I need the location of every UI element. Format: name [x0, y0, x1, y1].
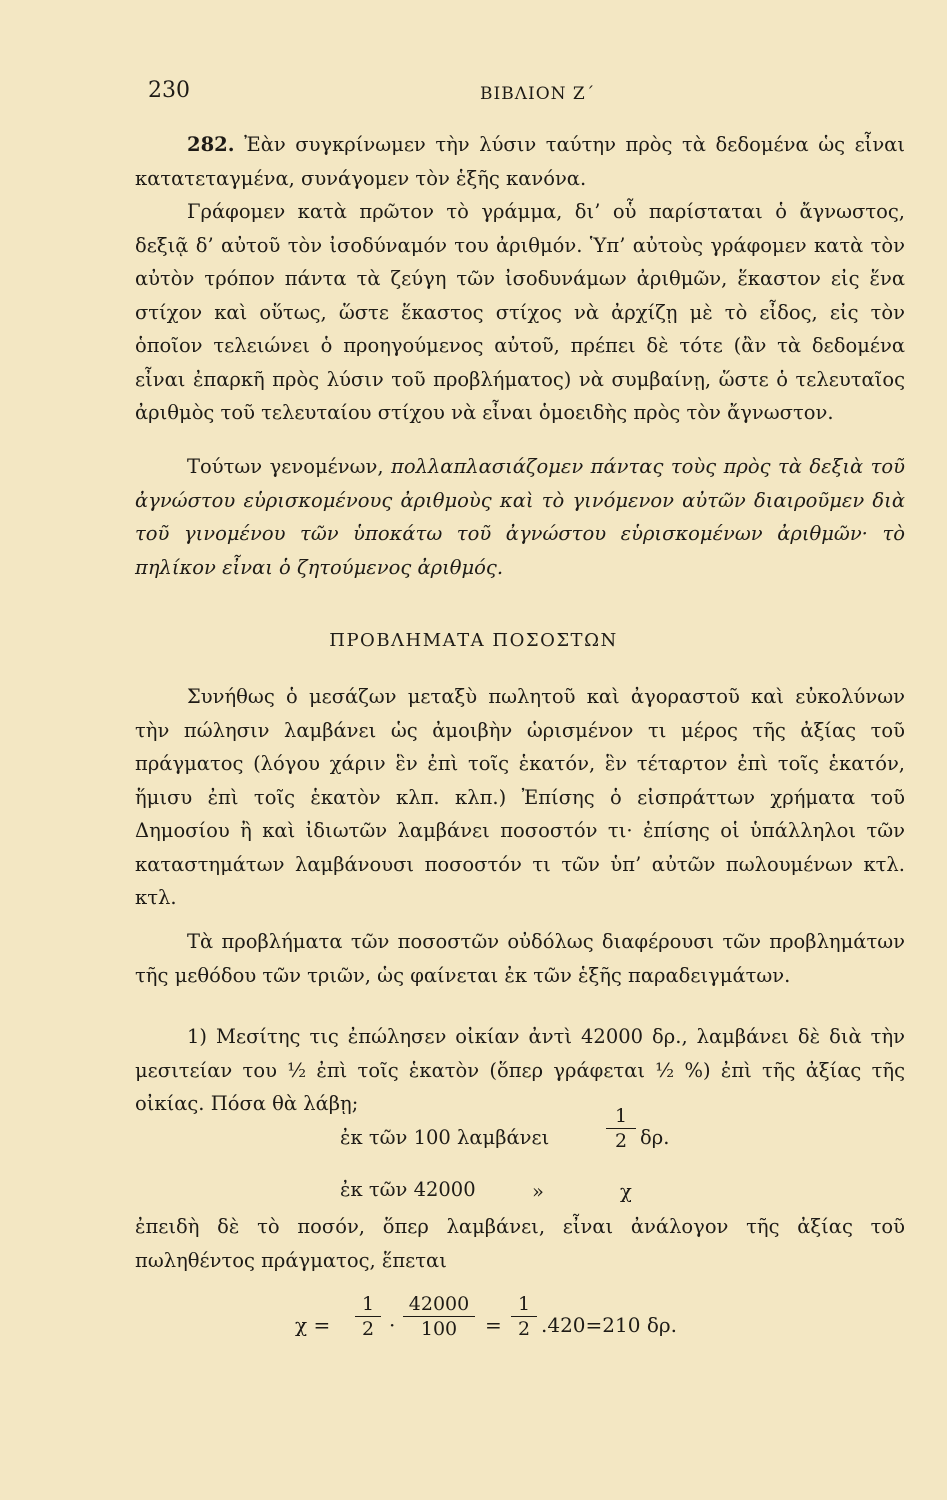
formula-lhs: χ =	[295, 1313, 331, 1337]
section-heading: ΠΡΟΒΛΗΜΑΤΑ ΠΟΣΟΣΤΩΝ	[329, 630, 618, 651]
formula-dot: ·	[389, 1313, 396, 1337]
fraction-numerator: 1	[606, 1104, 636, 1129]
paragraph-282	[135, 128, 905, 195]
formula-fraction-1	[355, 1292, 381, 1341]
paragraph-italic-text: πολλαπλασιάζομεν πάντας τοὺς πρὸς τὰ δεξιὰ τοῦ ἀγνώστου εὑρισκομένους ἀριθμοὺς καὶ τὸ γινόμενον αὐτῶν διαιροῦμεν διὰ τοῦ γινομένου τῶν ὑποκάτω τοῦ ἀγνώστου εὑρισκομένων ἀριθμῶν· τὸ πηλίκον εἶναι ὁ ζητούμενος ἀριθμός.	[135, 455, 906, 579]
calc-line-1-unit: δρ.	[640, 1126, 670, 1149]
page-number: 230	[148, 78, 190, 103]
calc-line-2-ditto: »	[532, 1180, 544, 1203]
calc-line-2-text: ἐκ τῶν 42000	[340, 1178, 476, 1201]
paragraph-rule: Γράφομεν κατὰ πρῶτον τὸ γράμμα, δι’ οὗ παρίσταται ὁ ἄγνωστος, δεξιᾷ δ’ αὐτοῦ τὸν ἰσοδύναμόν του ἀριθμόν. Ὑπ’ αὐτοὺς γράφομεν κατὰ τὸν αὐτὸν τρόπον πάντα τὰ ζεύγη τῶν ἰσοδυνάμων ἀριθμῶν, ἕκαστον εἰς ἕνα στίχον καὶ οὕτως, ὥστε ἕκαστος στίχος νὰ ἀρχίζῃ μὲ τὸ εἶδος, εἰς τὸν ὁποῖον τελειώνει ὁ προηγούμενος αὐτοῦ, πρέπει δὲ τότε (ἂν τὰ δεδομένα εἶναι ἐπαρκῆ πρὸς λύσιν τοῦ προβλήματος) νὰ συμβαίνῃ, ὥστε ὁ τελευταῖος ἀριθμὸς τοῦ τελευταίου στίχου νὰ εἶναι ὁμοειδὴς πρὸς τὸν ἄγνωστον.	[135, 200, 905, 424]
calc-line-2-var: χ	[620, 1180, 632, 1203]
section-number: 282.	[187, 133, 235, 156]
calc-fraction-half	[606, 1104, 636, 1153]
formula-fraction-3	[511, 1292, 537, 1341]
paragraph-text: Ἐὰν συγκρίνωμεν τὴν λύσιν ταύτην πρὸς τὰ δεδομένα ὡς εἶναι κατατεταγμένα, συνάγομεν τὸν ἑξῆς κανόνα.	[135, 133, 905, 190]
fraction-numerator: 1	[355, 1292, 381, 1317]
page-header	[148, 78, 887, 110]
calc-line-1-text: ἐκ τῶν 100 λαμβάνει	[340, 1126, 550, 1149]
fraction-numerator: 1	[511, 1292, 537, 1317]
fraction-denominator: 2	[361, 1318, 375, 1340]
formula-equals: =	[485, 1313, 502, 1337]
formula-fraction-2	[403, 1292, 475, 1341]
fraction-denominator: 100	[420, 1318, 458, 1340]
paragraph-rule-italic	[135, 450, 905, 584]
paragraph-proportional: ἐπειδὴ δὲ τὸ ποσόν, ὅπερ λαμβάνει, εἶναι ἀνάλογον τῆς ἀξίας τοῦ πωληθέντος πράγματος, ἕπεται	[135, 1215, 905, 1272]
paragraph-intro: Τούτων γενομένων,	[187, 455, 384, 478]
fraction-denominator: 2	[614, 1130, 628, 1152]
running-head: ΒΙΒΛΙΟΝ Ζ΄	[480, 84, 596, 104]
formula-result: .420=210 δρ.	[541, 1313, 677, 1337]
paragraph-example-1: 1) Μεσίτης τις ἐπώλησεν οἰκίαν ἀντὶ 42000 δρ., λαμβάνει δὲ διὰ τὴν μεσιτείαν του ½ ἐπὶ τοῖς ἑκατὸν (ὅπερ γράφεται ½ %) ἐπὶ τῆς ἀξίας τῆς οἰκίας. Πόσα θὰ λάβῃ;	[135, 1025, 905, 1115]
paragraph-intro-percentages: Συνήθως ὁ μεσάζων μεταξὺ πωλητοῦ καὶ ἀγοραστοῦ καὶ εὐκολύνων τὴν πώλησιν λαμβάνει ὡς ἀμοιβὴν ὡρισμένον τι μέρος τῆς ἀξίας τοῦ πράγματος (λόγου χάριν ἓν ἐπὶ τοῖς ἑκατόν, ἓν τέταρτον ἐπὶ τοῖς ἑκατόν, ἥμισυ ἐπὶ τοῖς ἑκατὸν κλπ. κλπ.) Ἐπίσης ὁ εἰσπράττων χρήματα τοῦ Δημοσίου ἢ καὶ ἰδιωτῶν λαμβάνει ποσοστόν τι· ἐπίσης οἱ ὑπάλληλοι τῶν καταστημάτων λαμβάνουσι ποσοστόν τι τῶν ὑπ’ αὐτῶν πωλουμένων κτλ. κτλ.	[135, 685, 905, 909]
fraction-denominator: 2	[517, 1318, 531, 1340]
formula	[295, 1295, 735, 1355]
paragraph-problems: Τὰ προβλήματα τῶν ποσοστῶν οὐδόλως διαφέρουσι τῶν προβλημάτων τῆς μεθόδου τῶν τριῶν, ὡς φαίνεται ἐκ τῶν ἑξῆς παραδειγμάτων.	[135, 930, 905, 987]
fraction-numerator: 42000	[403, 1292, 475, 1317]
